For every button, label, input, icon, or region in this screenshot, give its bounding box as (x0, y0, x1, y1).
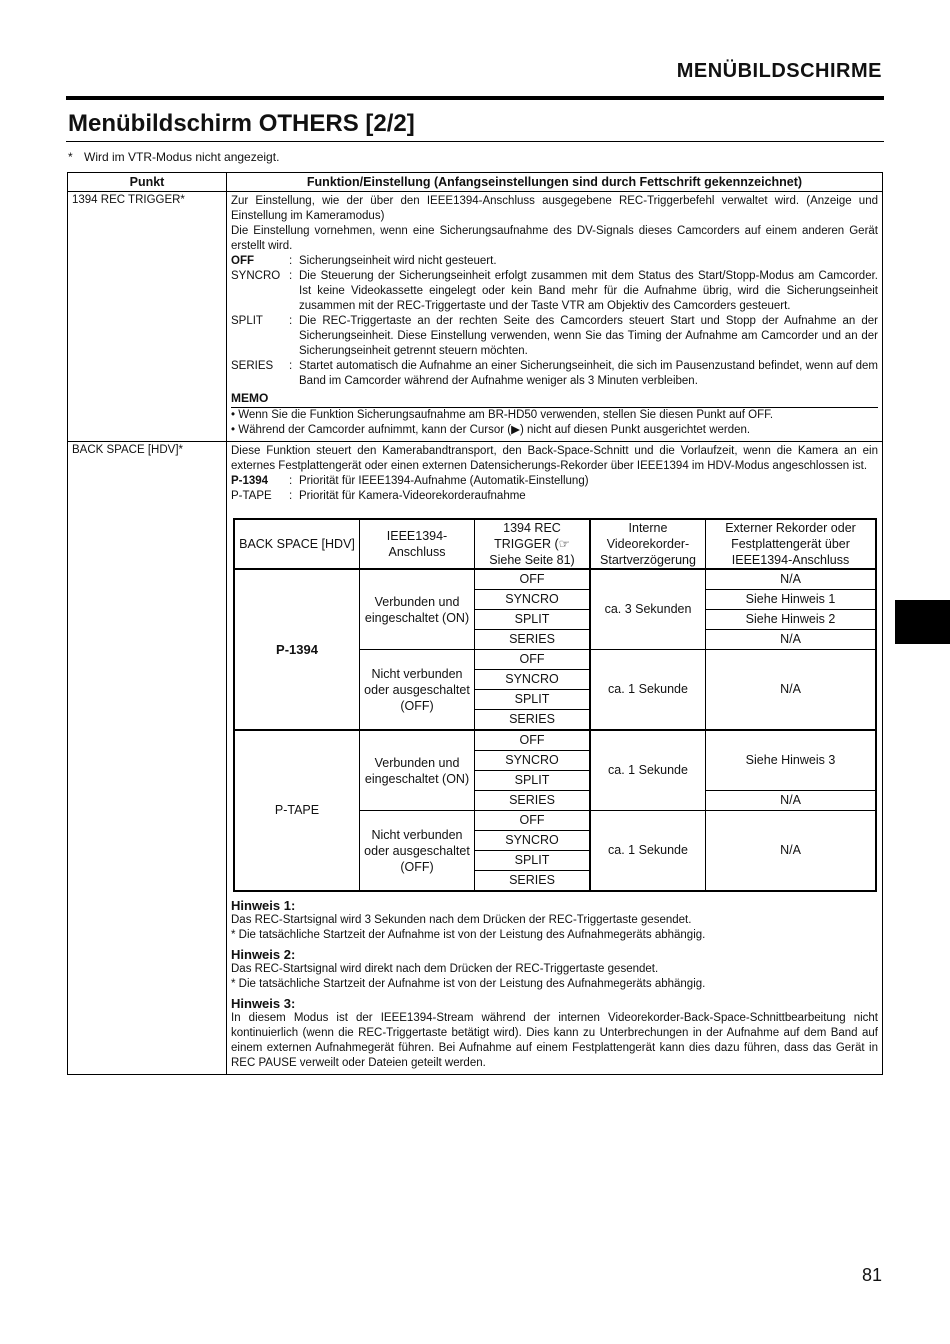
trigger-value: SPLIT (475, 690, 591, 710)
option-text: Priorität für IEEE1394-Aufnahme (Automatik-Einstellung) (299, 475, 589, 487)
delay-value: ca. 3 Sekunden (590, 569, 706, 650)
external-value: N/A (706, 569, 877, 590)
trigger-value: SERIES (475, 871, 591, 892)
mode-ptape: P-TAPE (234, 730, 360, 891)
footnote-star: * (68, 150, 73, 164)
connection-on: Verbunden und eingeschaltet (ON) (360, 730, 475, 811)
footnote-text: Wird im VTR-Modus nicht angezeigt. (84, 150, 280, 164)
note-2-line: Das REC-Startsignal wird direkt nach dem Drücken der REC-Triggertaste gesendet. (231, 963, 659, 975)
option-key: P-1394 (231, 475, 269, 487)
description: Die Einstellung vornehmen, wenn eine Sicherungsaufnahme des DV-Signals dieses Camcorders auf einem anderen Gerät erstellt wird. (231, 225, 878, 252)
option-text: Priorität für Kamera-Videorekorderaufnahme (299, 490, 526, 502)
title-rule (66, 141, 884, 142)
note-2-line: * Die tatsächliche Startzeit der Aufnahme ist von der Leistung des Aufnahmegeräts abhängig. (231, 978, 706, 990)
option-key: SPLIT (231, 315, 263, 327)
trigger-value: SPLIT (475, 771, 591, 791)
option-key: SYNCRO (231, 270, 281, 282)
trigger-value: SYNCRO (475, 751, 591, 771)
external-value: Siehe Hinweis 3 (706, 730, 877, 791)
item-1394-rec-trigger: 1394 REC TRIGGER* (68, 192, 227, 442)
footnote (68, 150, 279, 164)
section-header: MENÜBILDSCHIRME (676, 60, 882, 82)
delay-value: ca. 1 Sekunde (590, 730, 706, 811)
option-text: Die REC-Triggertaste an der rechten Seite des Camcorders steuert Start und Stopp der Aufnahme an der Sicherungseinheit. Diese Einstellung verwenden, wenn Sie das Timing der Aufnahme am Camcorder und an der Sicherungseinheit getrennt steuern möchten. (299, 315, 878, 357)
trigger-value: SYNCRO (475, 670, 591, 690)
note-3-title: Hinweis 3: (231, 996, 296, 1011)
option-split: SPLIT : Die REC-Triggertaste an der rechten Seite des Camcorders steuert Start und Stopp der Aufnahme an der Sicherungseinheit. Diese Einstellung verwenden, wenn Sie das Timing der Aufnahme am Camcorder und an der Sicherungseinheit getrennt steuern möchten. (231, 315, 878, 357)
page-number: 81 (861, 1265, 882, 1285)
hdr-rec-trigger: 1394 REC TRIGGER (☞ Siehe Seite 81) (475, 519, 591, 569)
back-space-table (233, 518, 877, 892)
chapter-tab-marker (895, 600, 950, 644)
option-key: P-TAPE (231, 490, 272, 502)
trigger-value: SERIES (475, 791, 591, 811)
trigger-value: SYNCRO (475, 831, 591, 851)
table-row (68, 192, 883, 442)
hdr-back-space: BACK SPACE [HDV] (234, 519, 360, 569)
connection-off: Nicht verbunden oder ausgeschaltet (OFF) (360, 811, 475, 892)
memo-item: • Während der Camcorder aufnimmt, kann der Cursor (▶) nicht auf diesen Punkt ausgerichtet werden. (231, 424, 751, 436)
trigger-value: OFF (475, 730, 591, 751)
note-1-line: * Die tatsächliche Startzeit der Aufnahme ist von der Leistung des Aufnahmegeräts abhängig. (231, 929, 706, 941)
option-p1394: P-1394 : Priorität für IEEE1394-Aufnahme (Automatik-Einstellung) (231, 474, 878, 489)
delay-value: ca. 1 Sekunde (590, 811, 706, 892)
table-row (68, 442, 883, 1075)
option-syncro: SYNCRO : Die Steuerung der Sicherungseinheit erfolgt zusammen mit dem Status des Start/Stopp-Modus am Camcorder. Ist keine Videokassette eingelegt oder kein Band mehr für die Aufnahme übrig, wird die Sicherungseinheit zusammen mit der REC-Triggertaste und der Taste VTR am Objektiv des Camcorders gesteuert. (231, 270, 878, 312)
option-text: Startet automatisch die Aufnahme an einer Sicherungseinheit, die sich im Pausenzustand befindet, wenn auf dem Band im Camcorder während der Aufnahme weniger als 3 Minuten verbleiben. (299, 360, 878, 387)
inner-header-row (234, 519, 876, 569)
option-key: OFF (231, 255, 254, 267)
table-header-row (68, 173, 883, 192)
settings-table (67, 172, 883, 1075)
note-1-title: Hinweis 1: (231, 898, 296, 913)
option-off: OFF : Sicherungseinheit wird nicht gesteuert. (231, 254, 878, 269)
trigger-value: SPLIT (475, 851, 591, 871)
external-value: N/A (706, 630, 877, 650)
col-item-header: Punkt (68, 173, 227, 192)
external-value: N/A (706, 811, 877, 892)
trigger-value: SPLIT (475, 610, 591, 630)
option-text: Die Steuerung der Sicherungseinheit erfolgt zusammen mit dem Status des Start/Stopp-Modus am Camcorder. Ist keine Videokassette eingelegt oder kein Band mehr für die Aufnahme übrig, wird die Sicherungseinheit zusammen mit der REC-Triggertaste und der Taste VTR am Objektiv des Camcorders gesteuert. (299, 270, 878, 312)
delay-value: ca. 1 Sekunde (590, 650, 706, 731)
item-back-space-hdv: BACK SPACE [HDV]* (68, 442, 227, 1075)
trigger-value: SYNCRO (475, 590, 591, 610)
option-ptape: P-TAPE : Priorität für Kamera-Videorekorderaufnahme (231, 489, 878, 504)
function-cell (227, 442, 883, 1075)
description: Diese Funktion steuert den Kamerabandtransport, den Back-Space-Schnitt und die Vorlaufzeit, wenn die Kamera an ein externes Festplattengerät oder einen externen Datensicherungs-Rekorder über IEEE1394 im HDV-Modus angeschlossen ist. (231, 445, 878, 472)
trigger-value: SERIES (475, 630, 591, 650)
memo-item: • Wenn Sie die Funktion Sicherungsaufnahme am BR-HD50 verwenden, stellen Sie diesen Punkt auf OFF. (231, 409, 774, 421)
trigger-value: OFF (475, 811, 591, 831)
option-series: SERIES : Startet automatisch die Aufnahme an einer Sicherungseinheit, die sich im Pausenzustand befindet, wenn auf dem Band im Camcorder während der Aufnahme weniger als 3 Minuten verbleiben. (231, 360, 878, 387)
connection-on: Verbunden und eingeschaltet (ON) (360, 569, 475, 650)
mode-p1394: P-1394 (234, 569, 360, 730)
external-value: N/A (706, 650, 877, 731)
header-rule (66, 96, 884, 100)
trigger-value: SERIES (475, 710, 591, 731)
hdr-external: Externer Rekorder oder Festplattengerät über IEEE1394-Anschluss (706, 519, 877, 569)
option-key: SERIES (231, 360, 274, 372)
page-title: Menübildschirm OTHERS [2/2] (68, 110, 415, 137)
hdr-ieee1394: IEEE1394-Anschluss (360, 519, 475, 569)
option-text: Sicherungseinheit wird nicht gesteuert. (299, 255, 497, 267)
note-1-line: Das REC-Startsignal wird 3 Sekunden nach dem Drücken der REC-Triggertaste gesendet. (231, 914, 692, 926)
connection-off: Nicht verbunden oder ausgeschaltet (OFF) (360, 650, 475, 731)
description: Zur Einstellung, wie der über den IEEE1394-Anschluss ausgegebene REC-Triggerbefehl verwaltet wird. (Anzeige und Einstellung im Kameramodus) (231, 195, 878, 222)
external-value: Siehe Hinweis 1 (706, 590, 877, 610)
external-value: N/A (706, 791, 877, 811)
col-function-header: Funktion/Einstellung (Anfangseinstellungen sind durch Fettschrift gekennzeichnet) (227, 173, 883, 192)
function-cell (227, 192, 883, 442)
memo-title: MEMO (231, 391, 878, 408)
note-3-line: In diesem Modus ist der IEEE1394-Stream während der internen Videorekorder-Back-Space-Schnittbearbeitung nicht kontinuierlich (wenn die REC-Triggertaste betätigt wird). Dies kann zu Unterbrechungen in der Aufnahme auf dem Band auf einem externen Aufnahmegerät führen. Bei Aufnahme auf einem Festplattengerät kann dies dazu führen, dass das Gerät in REC PAUSE verweilt oder Dateien geteilt werden. (231, 1012, 878, 1069)
note-2-title: Hinweis 2: (231, 947, 296, 962)
trigger-value: OFF (475, 569, 591, 590)
hdr-delay: Interne Videorekorder-Startverzögerung (590, 519, 706, 569)
trigger-value: OFF (475, 650, 591, 670)
external-value: Siehe Hinweis 2 (706, 610, 877, 630)
